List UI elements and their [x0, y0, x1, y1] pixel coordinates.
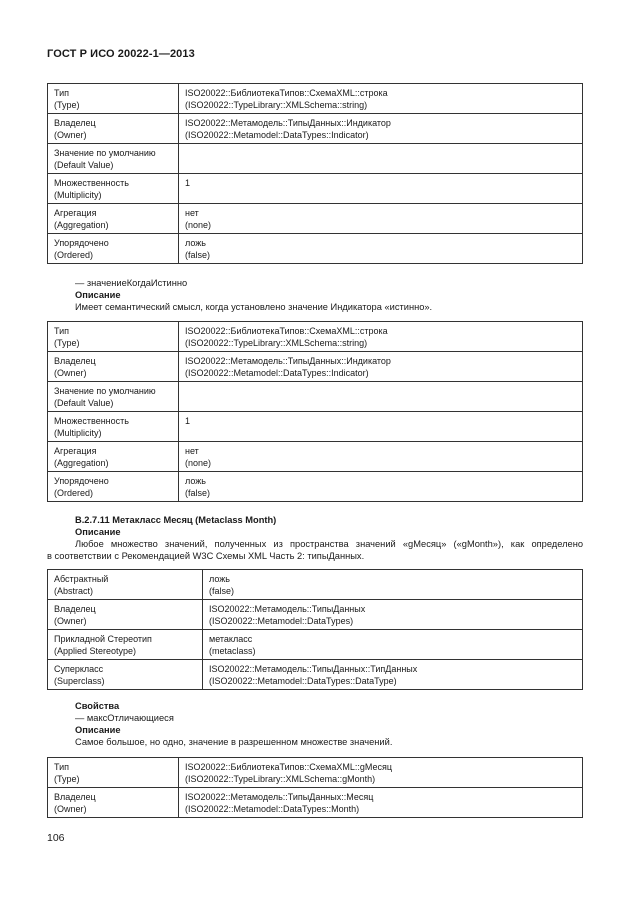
property-value-cell-line: ложь	[209, 574, 230, 584]
property-name-cell-line: (Ordered)	[54, 488, 94, 498]
property-name-cell	[48, 630, 203, 660]
property-value-cell-line: ISO20022::БиблиотекаТипов::СхемаXML::строка	[185, 326, 388, 336]
property-name-cell-line: (Owner)	[54, 804, 87, 814]
property-value-cell	[179, 352, 583, 382]
table-row	[48, 472, 583, 502]
table-row	[48, 758, 583, 788]
property-value-cell-line: 1	[185, 416, 191, 426]
table-row	[48, 570, 583, 600]
property-name-cell-line: Прикладной Стереотип	[54, 634, 152, 644]
properties-table-4	[47, 757, 583, 818]
property-value-cell-line: ложь	[185, 238, 206, 248]
property-name-cell-line: Упорядочено	[54, 238, 109, 248]
property-name-cell-line: Суперкласс	[54, 664, 104, 674]
table-row	[48, 382, 583, 412]
table-row	[48, 788, 583, 818]
property-name-cell	[48, 758, 179, 788]
page-number: 106	[47, 832, 65, 844]
property-value-cell	[179, 412, 583, 442]
property-name-cell	[48, 174, 179, 204]
property-value-cell	[203, 630, 583, 660]
property-value-cell	[179, 788, 583, 818]
properties-table-1	[47, 83, 583, 264]
property-name-cell-line: Множественность	[54, 178, 129, 188]
property-value-cell-line: (ISO20022::Metamodel::DataTypes)	[209, 616, 354, 626]
property-name-cell	[48, 472, 179, 502]
property-name-cell	[48, 234, 179, 264]
table-row	[48, 412, 583, 442]
properties-table-3	[47, 569, 583, 690]
property-value-cell	[179, 472, 583, 502]
property-name-cell-line: (Owner)	[54, 130, 87, 140]
description-text: Самое большое, но одно, значение в разрешенном множестве значений.	[75, 737, 393, 747]
property-name-cell-line: (Default Value)	[54, 160, 114, 170]
property-item-max-exclusive: — максОтличающиеся	[75, 713, 174, 723]
property-name-cell-line: Агрегация	[54, 446, 97, 456]
properties-title: Свойства	[75, 701, 120, 711]
property-value-cell	[203, 570, 583, 600]
property-value-cell-line: (ISO20022::TypeLibrary::XMLSchema::string)	[185, 338, 368, 348]
property-value-cell	[179, 234, 583, 264]
table-row	[48, 352, 583, 382]
property-name-cell-line: (Owner)	[54, 368, 87, 378]
property-value-cell-line: ISO20022::Метамодель::ТипыДанных::Месяц	[185, 792, 374, 802]
property-name-cell-line: Агрегация	[54, 208, 97, 218]
property-value-cell-line: (false)	[209, 586, 235, 596]
property-name-cell-line: (Aggregation)	[54, 220, 109, 230]
description-title: Описание	[75, 290, 121, 300]
property-value-cell-line: ISO20022::Метамодель::ТипыДанных::Индикатор	[185, 356, 391, 366]
property-name-cell	[48, 412, 179, 442]
property-name-cell-line: (Type)	[54, 774, 80, 784]
property-name-cell	[48, 84, 179, 114]
property-value-cell-line: ложь	[185, 476, 206, 486]
property-name-cell-line: (Superclass)	[54, 676, 105, 686]
property-name-cell-line: (Default Value)	[54, 398, 114, 408]
property-name-cell-line: Значение по умолчанию	[54, 386, 156, 396]
table-row	[48, 630, 583, 660]
property-name-cell-line: (Applied Stereotype)	[54, 646, 137, 656]
property-name-cell-line: (Multiplicity)	[54, 428, 102, 438]
property-name-cell-line: Множественность	[54, 416, 129, 426]
property-name-cell	[48, 660, 203, 690]
description-line-1: Любое множество значений, полученных из пространства значений «gМесяц» («gMonth»), как определено	[75, 539, 583, 549]
description-title: Описание	[75, 725, 121, 735]
property-value-cell-line: ISO20022::Метамодель::ТипыДанных::Индикатор	[185, 118, 391, 128]
property-name-cell-line: (Type)	[54, 100, 80, 110]
page-header-title: ГОСТ Р ИСО 20022-1—2013	[47, 48, 195, 60]
property-name-cell-line: Владелец	[54, 356, 96, 366]
property-name-cell-line: (Ordered)	[54, 250, 94, 260]
property-value-cell-line: ISO20022::Метамодель::ТипыДанных	[209, 604, 366, 614]
property-name-cell-line: Владелец	[54, 792, 96, 802]
table-row	[48, 114, 583, 144]
description-text: Имеет семантический смысл, когда установлено значение Индикатора «истинно».	[75, 302, 433, 312]
property-value-cell-line: (ISO20022::TypeLibrary::XMLSchema::string)	[185, 100, 368, 110]
property-name-cell-line: (Aggregation)	[54, 458, 109, 468]
property-value-cell	[179, 114, 583, 144]
table-row	[48, 600, 583, 630]
property-name-cell	[48, 788, 179, 818]
property-name-cell	[48, 382, 179, 412]
property-name-cell-line: (Type)	[54, 338, 80, 348]
property-item-value-when-true: — значениеКогдаИстинно	[75, 278, 188, 288]
property-name-cell-line: Тип	[54, 88, 70, 98]
property-name-cell-line: Тип	[54, 326, 70, 336]
property-name-cell-line: Владелец	[54, 604, 96, 614]
properties-table-2	[47, 321, 583, 502]
property-value-cell-line: ISO20022::БиблиотекаТипов::СхемаXML::gМесяц	[185, 762, 392, 772]
property-value-cell-line: метакласс	[209, 634, 253, 644]
table-row	[48, 174, 583, 204]
section-heading-metaclass-month: B.2.7.11 Метакласс Месяц (Metaclass Month)	[75, 515, 277, 525]
property-name-cell	[48, 322, 179, 352]
property-value-cell-line: (ISO20022::Metamodel::DataTypes::Month)	[185, 804, 360, 814]
property-name-cell-line: Тип	[54, 762, 70, 772]
property-value-cell-line: ISO20022::БиблиотекаТипов::СхемаXML::строка	[185, 88, 388, 98]
property-value-cell	[179, 758, 583, 788]
property-name-cell-line: Владелец	[54, 118, 96, 128]
property-value-cell	[203, 600, 583, 630]
property-value-cell	[179, 382, 583, 412]
description-title: Описание	[75, 527, 121, 537]
property-name-cell-line: (Multiplicity)	[54, 190, 102, 200]
property-value-cell	[179, 84, 583, 114]
property-value-cell-line: (false)	[185, 250, 211, 260]
property-value-cell-line: (ISO20022::TypeLibrary::XMLSchema::gMonth)	[185, 774, 376, 784]
property-value-cell-line: нет	[185, 446, 199, 456]
table-row	[48, 322, 583, 352]
property-value-cell-line: (none)	[185, 220, 212, 230]
property-name-cell	[48, 114, 179, 144]
property-value-cell	[179, 322, 583, 352]
property-name-cell	[48, 442, 179, 472]
property-value-cell-line: (ISO20022::Metamodel::DataTypes::Indicator)	[185, 368, 369, 378]
property-name-cell-line: (Abstract)	[54, 586, 94, 596]
property-value-cell-line: нет	[185, 208, 199, 218]
property-value-cell	[179, 144, 583, 174]
property-name-cell	[48, 144, 179, 174]
property-name-cell	[48, 600, 203, 630]
property-value-cell-line: ISO20022::Метамодель::ТипыДанных::ТипДанных	[209, 664, 418, 674]
table-row	[48, 234, 583, 264]
property-name-cell	[48, 352, 179, 382]
table-row	[48, 84, 583, 114]
description-line-2: в соответствии с Рекомендацией W3C Схемы XML Часть 2: типыДанных.	[47, 551, 365, 561]
property-name-cell-line: Упорядочено	[54, 476, 109, 486]
property-value-cell	[179, 204, 583, 234]
table-row	[48, 660, 583, 690]
property-value-cell	[179, 174, 583, 204]
table-row	[48, 442, 583, 472]
property-name-cell-line: (Owner)	[54, 616, 87, 626]
property-name-cell	[48, 570, 203, 600]
property-name-cell-line: Значение по умолчанию	[54, 148, 156, 158]
property-value-cell-line: (false)	[185, 488, 211, 498]
property-value-cell	[203, 660, 583, 690]
property-value-cell	[179, 442, 583, 472]
table-row	[48, 204, 583, 234]
property-value-cell-line: (ISO20022::Metamodel::DataTypes::Indicator)	[185, 130, 369, 140]
property-value-cell-line: 1	[185, 178, 191, 188]
property-value-cell-line: (none)	[185, 458, 212, 468]
property-name-cell	[48, 204, 179, 234]
table-row	[48, 144, 583, 174]
property-value-cell-line: (ISO20022::Metamodel::DataTypes::DataType)	[209, 676, 397, 686]
property-name-cell-line: Абстрактный	[54, 574, 109, 584]
property-value-cell-line: (metaclass)	[209, 646, 256, 656]
